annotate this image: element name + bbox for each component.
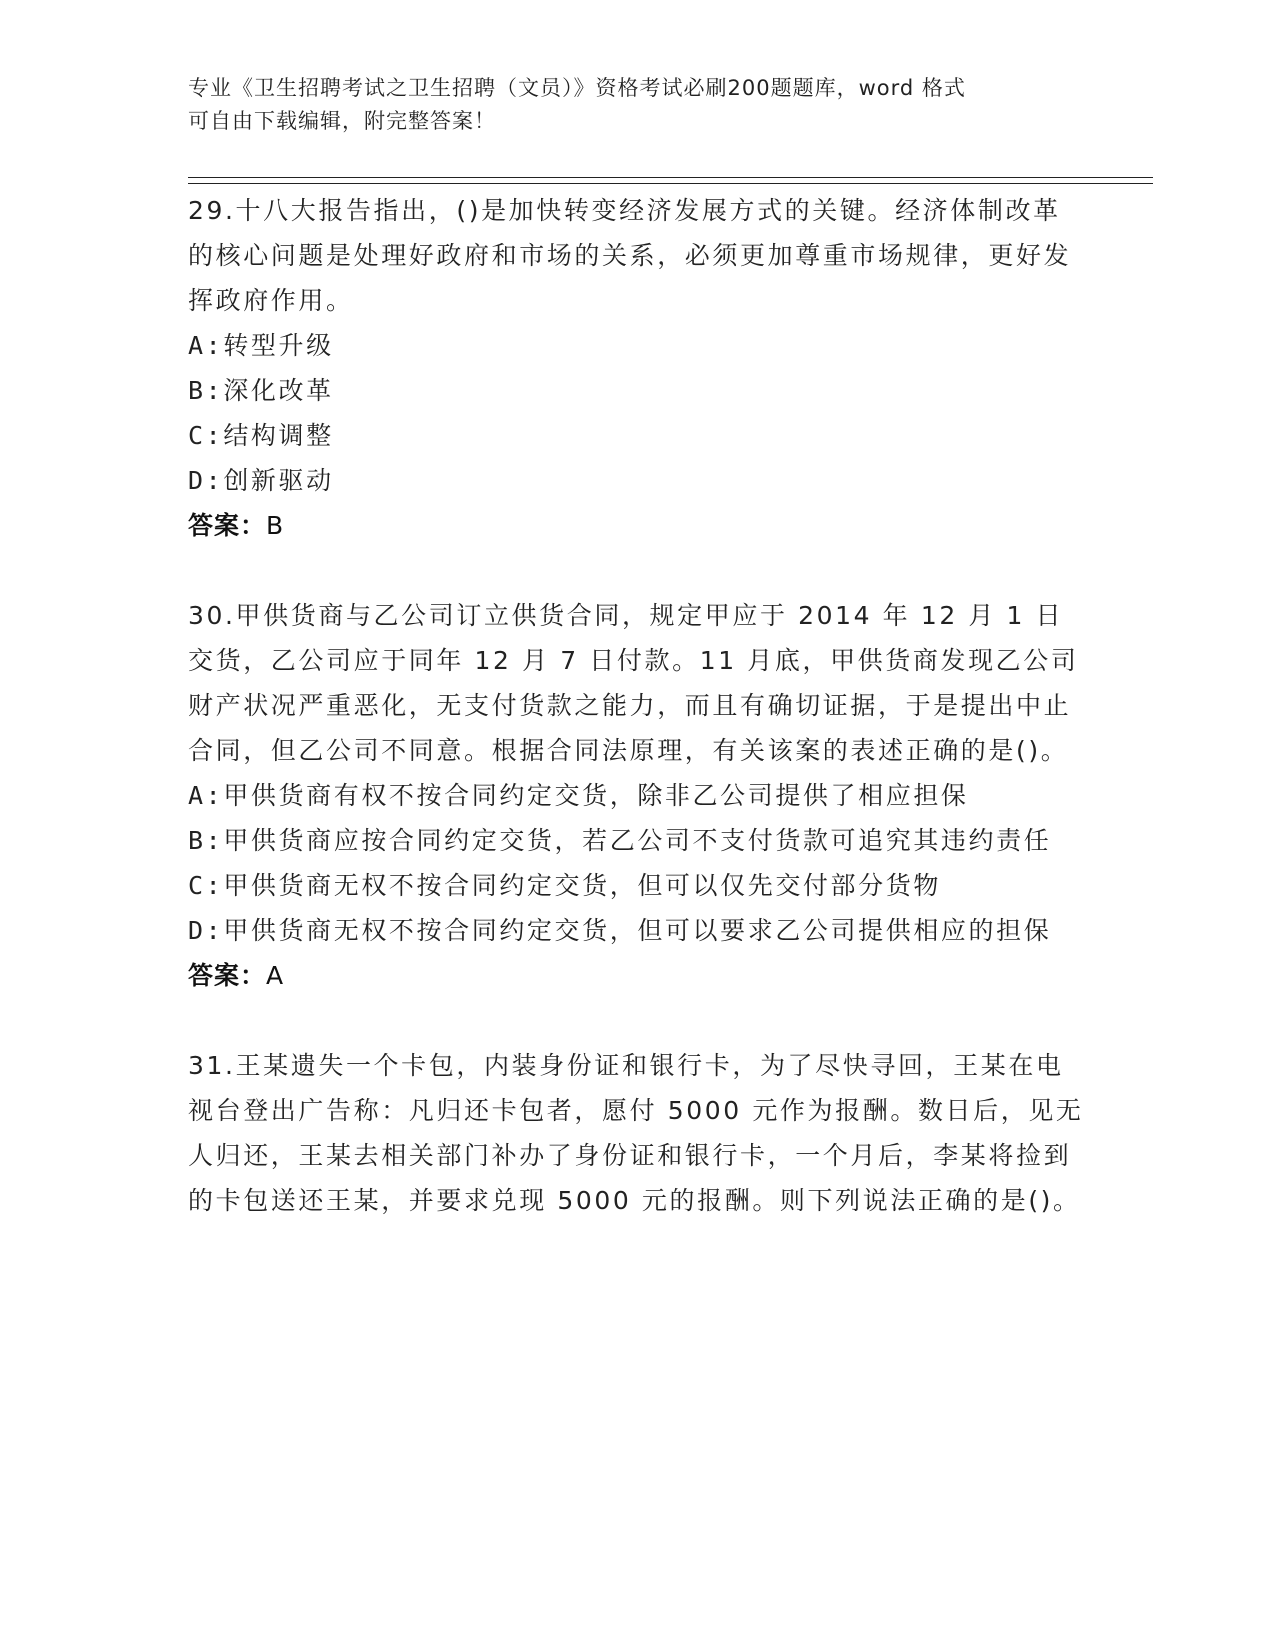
- header-line-2: 可自由下载编辑，附完整答案！: [188, 109, 496, 133]
- option-c: [188, 413, 1088, 458]
- option-a: [188, 773, 1088, 818]
- answer-line: [188, 503, 1088, 548]
- header-line-1: 专业《卫生招聘考试之卫生招聘（文员）》资格考试必刷200题题库，word 格式: [188, 76, 966, 100]
- option-text: 甲供货商无权不按合同约定交货，但可以要求乙公司提供相应的担保: [223, 916, 1052, 945]
- option-letter: C:: [188, 421, 224, 450]
- question-text: 29.十八大报告指出，()是加快转变经济发展方式的关键。经济体制改革的核心问题是处理好政府和市场的关系，必须更加尊重市场规律，更好发挥政府作用。: [188, 196, 1072, 315]
- option-d: [188, 908, 1088, 953]
- document-header: [188, 72, 1068, 138]
- question-31: [188, 1043, 1088, 1223]
- option-b: [188, 368, 1088, 413]
- option-letter: D:: [188, 916, 224, 945]
- question-30: [188, 593, 1088, 998]
- option-letter: A:: [188, 781, 224, 810]
- option-letter: C:: [188, 871, 224, 900]
- question-text: 30.甲供货商与乙公司订立供货合同，规定甲应于 2014 年 12 月 1 日交货，乙公司应于同年 12 月 7 日付款。11 月底，甲供货商发现乙公司财产状况严重恶化，无支付货款之能力，而且有确切证据，于是提出中止合同，但乙公司不同意。根据合同法原理，有关该案的表述正确的是()。: [188, 601, 1079, 765]
- answer-value: B: [266, 511, 285, 540]
- option-a: [188, 323, 1088, 368]
- option-d: [188, 458, 1088, 503]
- option-letter: A:: [188, 331, 224, 360]
- header-rule-bottom: [188, 183, 1153, 184]
- option-text: 创新驱动: [223, 466, 334, 495]
- question-list: [188, 188, 1088, 1223]
- option-text: 甲供货商有权不按合同约定交货，除非乙公司提供了相应担保: [223, 781, 969, 810]
- answer-line: [188, 953, 1088, 998]
- option-letter: B:: [188, 376, 224, 405]
- option-text: 转型升级: [223, 331, 334, 360]
- question-spacer: [188, 548, 1088, 593]
- option-letter: D:: [188, 466, 224, 495]
- option-c: [188, 863, 1088, 908]
- question-spacer: [188, 998, 1088, 1043]
- option-text: 结构调整: [223, 421, 334, 450]
- answer-label: 答案：: [188, 961, 267, 990]
- answer-label: 答案：: [188, 511, 267, 540]
- answer-value: A: [266, 961, 285, 990]
- option-text: 甲供货商无权不按合同约定交货，但可以仅先交付部分货物: [223, 871, 941, 900]
- option-letter: B:: [188, 826, 224, 855]
- question-29: [188, 188, 1088, 548]
- option-text: 深化改革: [223, 376, 334, 405]
- option-b: [188, 818, 1088, 863]
- question-text: 31.王某遗失一个卡包，内装身份证和银行卡，为了尽快寻回，王某在电视台登出广告称：凡归还卡包者，愿付 5000 元作为报酬。数日后，见无人归还，王某去相关部门补办了身份证和银行卡，一个月后，李某将捡到的卡包送还王某，并要求兑现 5000 元的报酬。则下列说法正确的是()。: [188, 1051, 1084, 1215]
- header-rule-top: [188, 177, 1153, 178]
- option-text: 甲供货商应按合同约定交货，若乙公司不支付货款可追究其违约责任: [223, 826, 1052, 855]
